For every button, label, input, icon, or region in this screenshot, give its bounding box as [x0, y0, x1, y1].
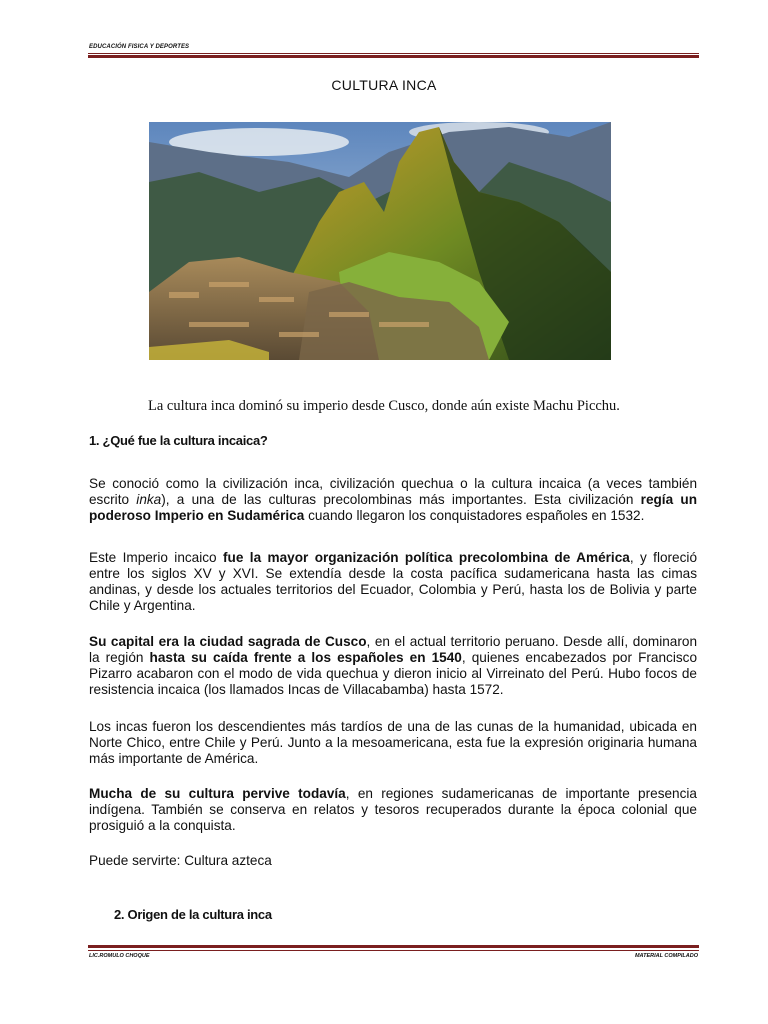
footer-rule-thin — [88, 950, 699, 951]
paragraph-5: Mucha de su cultura pervive todavía, en regiones sudamericanas de importante presencia indígena. También se conserva en relatos y tesoros recuperados durante la época colonial que prosiguió a la conquista. — [89, 786, 697, 833]
paragraph-1: Se conoció como la civilización inca, civilización quechua o la cultura incaica (a veces también escrito inka), a una de las culturas precolombinas más importantes. Esta civilización regía un poderoso Imperio en Sudamérica cuando llegaron los conquistadores españoles en 1532. — [89, 476, 698, 523]
page-title: CULTURA INCA — [331, 77, 437, 93]
header-rule-thick — [88, 55, 699, 58]
footer-author: LIC.ROMULO CHOQUE — [89, 953, 150, 959]
header-rule-thin — [88, 53, 699, 54]
paragraph-6: Puede servirte: Cultura azteca — [89, 853, 272, 868]
photo-caption: La cultura inca dominó su imperio desde Cusco, donde aún existe Machu Picchu. — [148, 398, 620, 414]
header-label: EDUCACIÓN FISICA Y DEPORTES — [89, 44, 190, 50]
section-1-heading: 1. ¿Qué fue la cultura incaica? — [89, 433, 268, 448]
paragraph-3: Su capital era la ciudad sagrada de Cusco, en el actual territorio peruano. Desde allí, dominaron la región hasta su caída frente a los españoles en 1540, quienes encabezados por Francisco Pizarro acabaron con el modo de vida quechua y dieron inicio al Virreinato del Perú. Hubo focos de resistencia incaica (los llamados Incas de Villacabamba) hasta 1572. — [89, 634, 698, 697]
section-2-heading: 2. Origen de la cultura inca — [114, 907, 272, 922]
paragraph-4: Los incas fueron los descendientes más tardíos de una de las cunas de la humanidad, ubicada en Norte Chico, entre Chile y Perú. Junto a la mesoamericana, esta fue la expresión originaria humana más importante de América. — [89, 719, 697, 766]
footer-material: MATERIAL COMPILADO — [634, 953, 698, 959]
footer-rule-thick — [88, 945, 699, 948]
machu-picchu-photo — [149, 122, 611, 360]
paragraph-2: Este Imperio incaico fue la mayor organización política precolombina de América, y floreció entre los siglos XV y XVI. Se extendía desde la costa pacífica sudamericana hasta las cimas andinas, y desde los actuales territorios del Ecuador, Colombia y Perú, hasta los de Bolivia y parte Chile y Argentina. — [89, 550, 697, 613]
